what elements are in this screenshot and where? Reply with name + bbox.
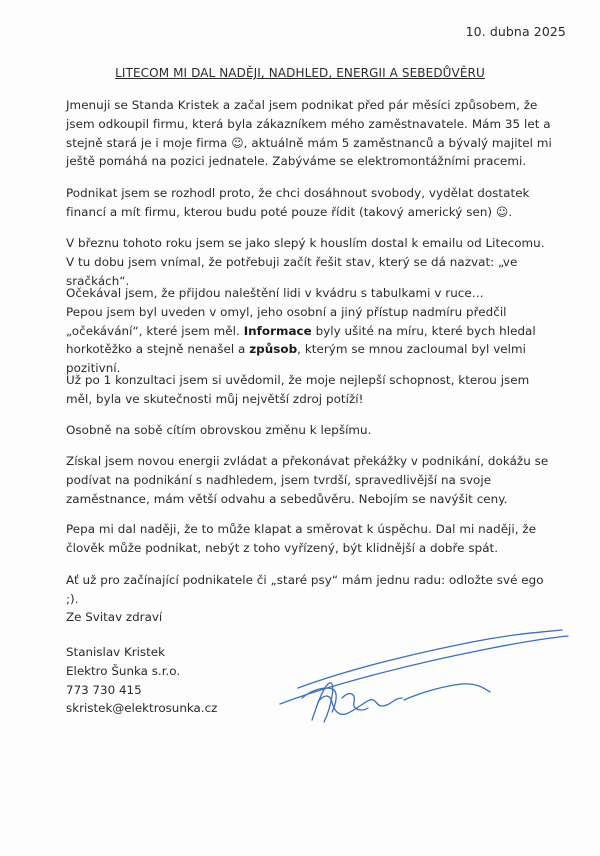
bold-word-zpusob: způsob xyxy=(249,342,298,357)
paragraph-expectation-line-1: Očekával jsem, že přijdou naleštění lidi v kvádru s tabulkami v ruce… xyxy=(66,286,484,300)
paragraph-energy: Získal jsem novou energii zvládat a překonávat překážky v podnikání, dokážu se podívat na podnikání s nadhledem, jsem tvrdší, spravedlivější na svoje zaměstnance, mám větší odvahu a sebedůvěru. Nebojím se navýšit ceny. xyxy=(66,454,549,506)
contact-block xyxy=(66,643,217,718)
bold-word-informace: Informace xyxy=(243,323,312,338)
contact-phone: 773 730 415 xyxy=(66,682,142,697)
paragraph-discovery xyxy=(66,234,556,290)
contact-email: skristek@elektrosunka.cz xyxy=(66,701,218,716)
paragraph-change: Osobně na sobě cítím obrovskou změnu k lepšímu. xyxy=(66,423,372,437)
contact-company: Elektro Šunka s.r.o. xyxy=(66,663,181,678)
paragraph-discovery-line-1: V březnu tohoto roku jsem se jako slepý k houslím dostal k emailu od Litecomu. xyxy=(66,236,545,250)
contact-name: Stanislav Kristek xyxy=(66,645,165,659)
paragraph-advice: Ať už pro začínající podnikatele či „staré psy“ mám jednu radu: odložte své ego ;). xyxy=(66,573,544,606)
paragraph-expectation xyxy=(66,284,556,378)
text-segment: byly ušité na míru, které bych hledal horkotěžko a stejně nenašel a xyxy=(66,323,536,357)
paragraph-discovery-line-2: V tu dobu jsem vnímal, že potřebuji začít řešit stav, který se dá nazvat: „ve sračkách“. xyxy=(66,254,518,288)
paragraph-expectation-rest xyxy=(66,303,556,378)
letter-signoff: Ze Svitav zdraví xyxy=(66,610,163,624)
letter-date: 10. dubna 2025 xyxy=(465,24,566,39)
letter-title: LITECOM MI DAL NADĚJI, NADHLED, ENERGII A SEBEDŮVĚRU xyxy=(115,66,485,80)
text-segment: , kterým se mnou zacloumal byl velmi pozitivní. xyxy=(66,342,527,376)
paragraph-realization: Už po 1 konzultaci jsem si uvědomil, že moje nejlepší schopnost, kterou jsem měl, byla ve skutečnosti můj největší zdroj potíží! xyxy=(66,373,530,406)
paragraph-intro: Jmenuji se Standa Kristek a začal jsem podnikat před pár měsíci způsobem, že jsem odkoupil firmu, která byla zákazníkem mého zaměstnavatele. Mám 35 let a stejně stará je i moje firma ☺, aktuálně mám 5 zaměstnanců a bývalý majitel mi ještě pomáhá na pozici jednatele. Zabýváme se elektromontážními pracemi. xyxy=(66,98,552,169)
handwritten-signature xyxy=(272,628,572,738)
paragraph-hope: Pepa mi dal naději, že to může klapat a směrovat k úspěchu. Dal mi naději, že člověk může podnikat, nebýt z toho vyřízený, být klidnější a dobře spát. xyxy=(66,522,537,555)
paragraph-motivation: Podnikat jsem se rozhodl proto, že chci dosáhnout svobody, vydělat dostatek financí a mít firmu, kterou budu poté pouze řídit (takový americký sen) ☺. xyxy=(66,186,530,219)
text-segment: Pepou jsem byl uveden v omyl, jeho osobní a jiný přístup nadmíru předčil „očekávání“, které jsem měl. xyxy=(66,304,507,338)
